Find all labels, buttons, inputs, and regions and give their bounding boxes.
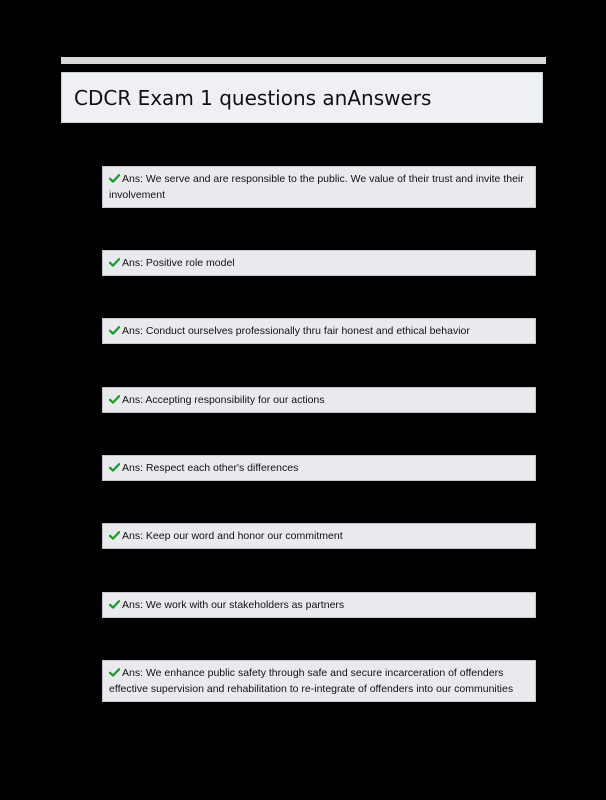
- answer-text: Ans: Keep our word and honor our commitment: [122, 530, 343, 542]
- answer-item: [102, 318, 536, 344]
- answer-item: [102, 592, 536, 618]
- footer-page-number: [488, 766, 552, 776]
- answer-item: [102, 166, 536, 208]
- check-icon: [109, 463, 120, 472]
- check-icon: [109, 258, 120, 267]
- check-icon: [109, 174, 120, 183]
- answer-item: [102, 523, 536, 549]
- title-box: [61, 72, 543, 123]
- answer-item: [102, 250, 536, 276]
- answer-item: [102, 387, 536, 413]
- check-icon: [109, 531, 120, 540]
- footer-site-name: [56, 766, 124, 776]
- check-icon: [109, 395, 120, 404]
- answer-item: [102, 660, 536, 702]
- answer-text: Ans: Positive role model: [122, 257, 235, 269]
- answer-text: Ans: We serve and are responsible to the public. We value of their trust and invite their involvement: [109, 173, 524, 201]
- check-icon: [109, 326, 120, 335]
- check-icon: [109, 668, 120, 677]
- answer-text: Ans: Conduct ourselves professionally thru fair honest and ethical behavior: [122, 325, 470, 337]
- header-divider: [61, 57, 546, 64]
- answer-text: Ans: We work with our stakeholders as partners: [122, 599, 345, 611]
- page-title: CDCR Exam 1 questions anAnswers: [74, 85, 432, 110]
- answer-text: Ans: Accepting responsibility for our actions: [122, 394, 325, 406]
- check-icon: [109, 600, 120, 609]
- answer-text: Ans: Respect each other's differences: [122, 462, 299, 474]
- answer-text: Ans: We enhance public safety through safe and secure incarceration of offenders effective supervision and rehabilitation to re-integrate of offenders into our communities: [109, 667, 514, 695]
- answer-item: [102, 455, 536, 481]
